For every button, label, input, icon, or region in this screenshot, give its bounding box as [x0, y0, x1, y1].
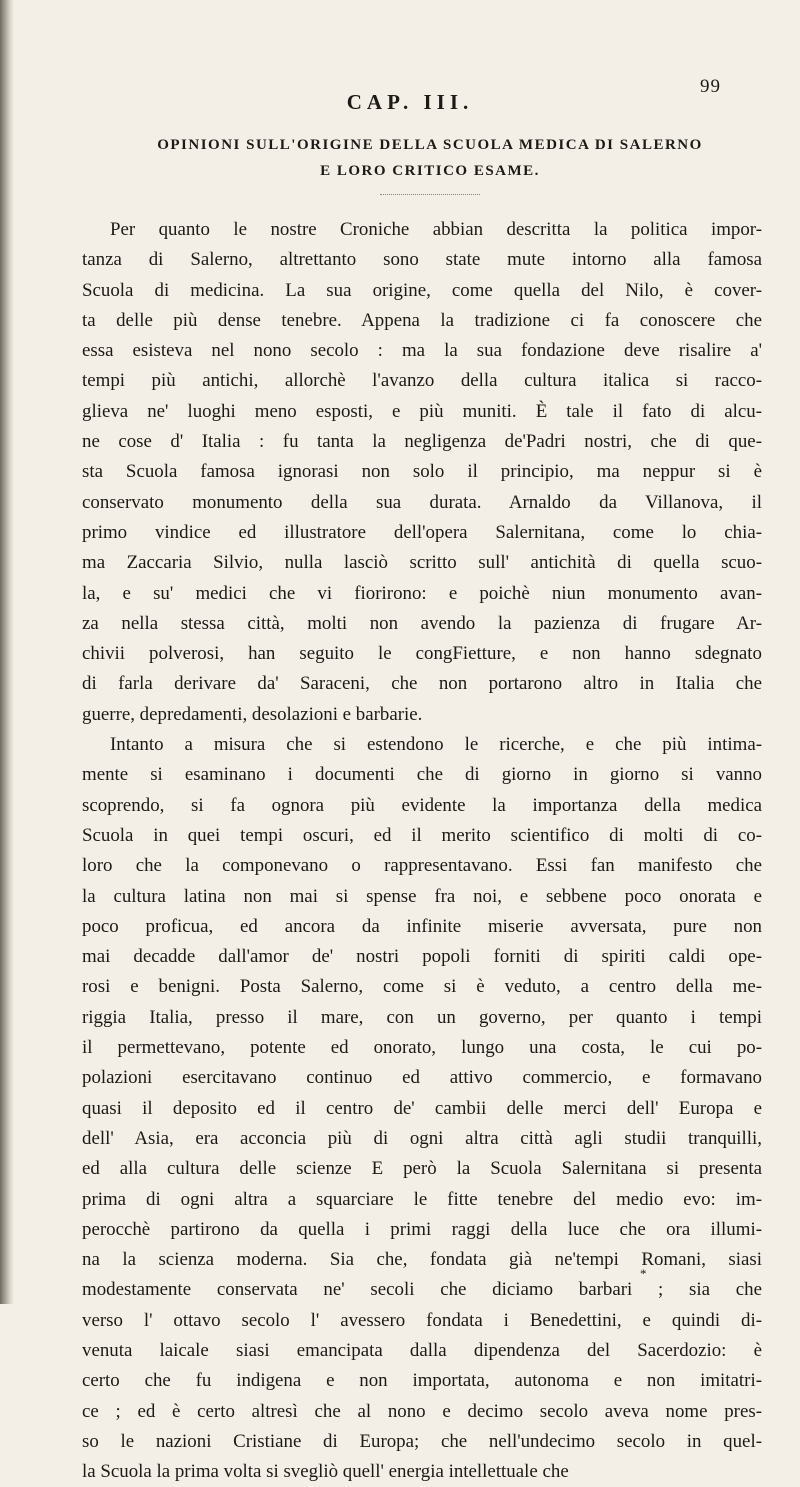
title-divider [380, 194, 480, 195]
text-line: la Scuola la prima volta si svegliò quell' energia intellettuale che [82, 1461, 569, 1483]
text-line: ma Zaccaria Silvio, nulla lasciò scritto sull' antichità di quella scuo- [82, 552, 762, 574]
catchword-mark: * [640, 1266, 647, 1281]
text-line: tanza di Salerno, altrettanto sono state mute intorno alla famosa [82, 249, 762, 271]
text-line: il permettevano, potente ed onorato, lungo una costa, le cui po- [82, 1037, 762, 1059]
text-line: sta Scuola famosa ignorasi non solo il principio, ma neppur si è [82, 461, 762, 483]
text-line: na la scienza moderna. Sia che, fondata già ne'tempi Romani, siasi [82, 1249, 762, 1271]
text-line: modestamente conservata ne' secoli che diciamo barbari ; sia che [82, 1279, 762, 1301]
text-line: prima di ogni altra a squarciare le fitte tenebre del medio evo: im- [82, 1188, 762, 1210]
text-line: tempi più antichi, allorchè l'avanzo della cultura italica si racco- [82, 370, 762, 392]
chapter-title-line: E LORO CRITICO ESAME. [320, 163, 540, 179]
body-text [82, 215, 762, 1487]
chapter-title [110, 132, 750, 184]
paragraph-1 [82, 215, 762, 730]
text-line: verso l' ottavo secolo l' avessero fondata i Benedettini, e quindi di- [82, 1309, 762, 1331]
page-binding-edge [0, 0, 14, 1304]
text-line: Intanto a misura che si estendono le ricerche, e che più intima- [110, 734, 762, 756]
text-line: ce ; ed è certo altresì che al nono e decimo secolo aveva nome pres- [82, 1400, 762, 1422]
text-line: Per quanto le nostre Croniche abbian descritta la politica impor- [110, 219, 762, 240]
text-line: quasi il deposito ed il centro de' cambii delle merci dell' Europa e [82, 1097, 762, 1119]
text-line: za nella stessa città, molti non avendo la pazienza di frugare Ar- [82, 612, 762, 634]
text-line: so le nazioni Cristiane di Europa; che nell'undecimo secolo in quel- [82, 1430, 762, 1452]
text-line: primo vindice ed illustratore dell'opera Salernitana, come lo chia- [82, 521, 762, 543]
chapter-title-line: OPINIONI SULL'ORIGINE DELLA SCUOLA MEDICA DI SALERNO [157, 137, 703, 153]
text-line: poco proficua, ed ancora da infinite miserie avversata, pure non [82, 915, 762, 937]
text-line: di farla derivare da' Saraceni, che non portarono altro in Italia che [82, 673, 762, 695]
text-line: mente si esaminano i documenti che di giorno in giorno si vanno [82, 764, 762, 786]
paragraph-2 [82, 730, 762, 1487]
text-line: loro che la componevano o rappresentavano. Essi fan manifesto che [82, 855, 762, 877]
text-line: conservato monumento della sua durata. Arnaldo da Villanova, il [82, 491, 762, 513]
text-line: polazioni esercitavano continuo ed attivo commercio, e formavano [82, 1067, 762, 1089]
text-line: la, e su' medici che vi fiorirono: e poichè niun monumento avan- [82, 582, 762, 604]
text-line: ta delle più dense tenebre. Appena la tradizione ci fa conoscere che [82, 309, 762, 331]
text-line: venuta laicale siasi emancipata dalla dipendenza del Sacerdozio: è [82, 1339, 762, 1361]
text-line: dell' Asia, era acconcia più di ogni altra città agli studii tranquilli, [82, 1127, 762, 1149]
text-line: guerre, depredamenti, desolazioni e barbarie. [82, 703, 423, 725]
text-line: certo che fu indigena e non importata, autonoma e non imitatri- [82, 1370, 762, 1392]
text-line: Scuola di medicina. La sua origine, come quella del Nilo, è cover- [82, 279, 762, 301]
page-number: 99 [700, 76, 721, 97]
text-line: riggia Italia, presso il mare, con un governo, per quanto i tempi [82, 1006, 762, 1028]
text-line: chivii polverosi, han seguito le congFietture, e non hanno sdegnato [82, 643, 762, 665]
text-line: essa esisteva nel nono secolo : ma la sua fondazione deve risalire a' [82, 340, 762, 362]
text-line: scoprendo, si fa ognora più evidente la importanza della medica [82, 794, 762, 816]
text-line: ed alla cultura delle scienze E però la Scuola Salernitana si presenta [82, 1158, 762, 1180]
text-line: Scuola in quei tempi oscuri, ed il merito scientifico di molti di co- [82, 824, 762, 846]
text-line: ne cose d' Italia : fu tanta la negligenza de'Padri nostri, che di que- [82, 431, 762, 453]
text-line: perocchè partirono da quella i primi raggi della luce che ora illumi- [82, 1218, 762, 1240]
chapter-heading: CAP. III. [346, 90, 474, 114]
text-line: glieva ne' luoghi meno esposti, e più muniti. È tale il fato di alcu- [82, 400, 762, 422]
text-line: la cultura latina non mai si spense fra noi, e sebbene poco onorata e [82, 885, 762, 907]
text-line: rosi e benigni. Posta Salerno, come si è veduto, a centro della me- [82, 976, 762, 998]
text-line: mai decadde dall'amor de' nostri popoli forniti di spiriti caldi ope- [82, 946, 762, 968]
